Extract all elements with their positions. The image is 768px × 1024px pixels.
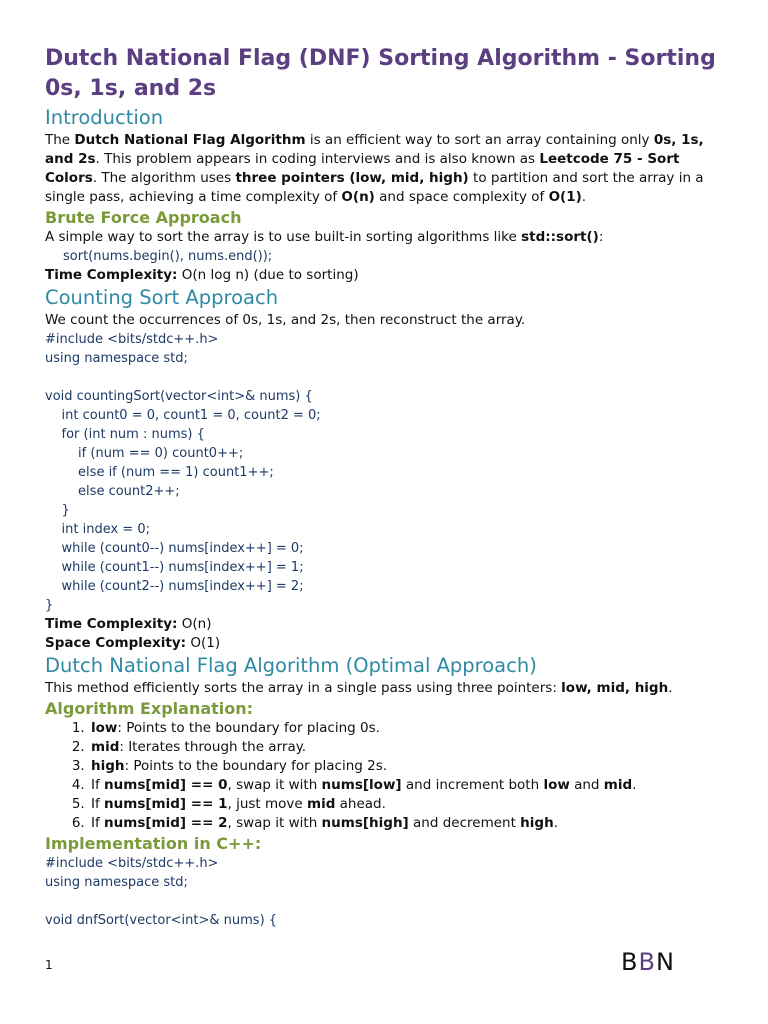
logo-letter: B xyxy=(621,948,639,976)
code-line: void countingSort(vector<int>& nums) { xyxy=(45,389,313,404)
step-term: nums[mid] == 0 xyxy=(104,777,228,793)
code-line: } xyxy=(45,503,70,518)
step-text: . xyxy=(553,815,558,831)
intro-bold-5: O(n) xyxy=(341,189,375,205)
algorithm-steps-list xyxy=(45,719,725,833)
intro-text-7: . xyxy=(581,189,587,205)
step-text: If xyxy=(91,777,105,793)
code-line xyxy=(45,368,725,387)
counting-sort-code xyxy=(45,330,725,615)
brute-text-1: A simple way to sort the array is to use built-in sorting algorithms like xyxy=(45,229,522,245)
code-line: int index = 0; xyxy=(45,522,150,537)
code-line: int count0 = 0, count1 = 0, count2 = 0; xyxy=(45,408,321,423)
intro-bold-3: Leetcode 75 - Sort Colors xyxy=(45,151,680,186)
brute-time-complexity xyxy=(45,266,725,285)
list-item xyxy=(89,814,725,833)
step-text: and decrement xyxy=(408,815,521,831)
intro-text-5: to partition and sort the array in a single pass, achieving a time complexity of xyxy=(45,170,704,205)
step-text: , swap it with xyxy=(227,815,322,831)
sc-value: O(1) xyxy=(186,635,221,651)
code-line xyxy=(45,892,725,911)
step-term: nums[mid] == 1 xyxy=(104,796,228,812)
intro-bold-2: 0s, 1s, and 2s xyxy=(45,132,704,167)
intro-text-2: is an efficient way to sort an array containing only xyxy=(305,132,654,148)
code-line: while (count2--) nums[index++] = 2; xyxy=(45,579,304,594)
counting-time-complexity xyxy=(45,615,725,634)
intro-bold-4: three pointers (low, mid, high) xyxy=(235,170,469,186)
counting-space-complexity xyxy=(45,634,725,653)
dnf-text-1: This method efficiently sorts the array in a single pass using three pointers: xyxy=(45,680,562,696)
dnf-bold-1: low, mid, high xyxy=(561,680,669,696)
step-text: : Iterates through the array. xyxy=(119,739,307,755)
counting-sort-description: We count the occurrences of 0s, 1s, and 2s, then reconstruct the array. xyxy=(45,312,526,328)
intro-bold-1: Dutch National Flag Algorithm xyxy=(74,132,306,148)
logo-letter: N xyxy=(655,948,675,976)
dnf-heading: Dutch National Flag Algorithm (Optimal Approach) xyxy=(45,654,537,677)
intro-text-3: . This problem appears in coding interviews and is also known as xyxy=(95,151,540,167)
step-text: , just move xyxy=(227,796,307,812)
intro-paragraph xyxy=(45,131,725,207)
step-term: nums[high] xyxy=(321,815,409,831)
step-text: If xyxy=(91,815,105,831)
brute-force-code xyxy=(45,247,725,266)
step-text: ahead. xyxy=(335,796,386,812)
step-text: : Points to the boundary for placing 0s. xyxy=(117,720,380,736)
logo-letter: B xyxy=(638,948,656,976)
brute-bold-1: std::sort() xyxy=(521,229,599,245)
code-line: #include <bits/stdc++.h> xyxy=(45,332,219,347)
algorithm-explanation-heading: Algorithm Explanation: xyxy=(45,699,254,718)
brute-force-heading: Brute Force Approach xyxy=(45,208,242,227)
dnf-text-2: . xyxy=(668,680,673,696)
sc-label: Space Complexity: xyxy=(45,635,187,651)
step-text: : Points to the boundary for placing 2s. xyxy=(124,758,388,774)
list-item xyxy=(89,757,725,776)
dnf-paragraph xyxy=(45,679,725,698)
list-item xyxy=(89,719,725,738)
code-line: else if (num == 1) count1++; xyxy=(45,465,274,480)
step-term: mid xyxy=(603,777,633,793)
code-line: using namespace std; xyxy=(45,875,188,890)
list-item xyxy=(89,795,725,814)
intro-heading: Introduction xyxy=(45,106,164,129)
step-term: nums[mid] == 2 xyxy=(104,815,228,831)
step-term: high xyxy=(91,758,125,774)
step-text: and increment both xyxy=(401,777,544,793)
page-number: 1 xyxy=(45,958,53,972)
brute-text-2: : xyxy=(598,229,604,245)
intro-bold-6: O(1) xyxy=(548,189,582,205)
code-line: if (num == 0) count0++; xyxy=(45,446,244,461)
tc-label: Time Complexity: xyxy=(45,267,178,283)
counting-sort-heading: Counting Sort Approach xyxy=(45,286,279,309)
brute-force-paragraph xyxy=(45,228,725,247)
step-text: If xyxy=(91,796,105,812)
step-term: mid xyxy=(307,796,336,812)
step-text: and xyxy=(569,777,604,793)
step-term: low xyxy=(543,777,570,793)
step-term: low xyxy=(91,720,118,736)
step-text: , swap it with xyxy=(227,777,322,793)
tc-value: O(n log n) (due to sorting) xyxy=(177,267,359,283)
dnf-code xyxy=(45,854,725,930)
implementation-heading: Implementation in C++: xyxy=(45,834,262,853)
intro-text-4: . The algorithm uses xyxy=(92,170,236,186)
code-line: while (count0--) nums[index++] = 0; xyxy=(45,541,304,556)
code-line: void dnfSort(vector<int>& nums) { xyxy=(45,913,278,928)
code-line: sort(nums.begin(), nums.end()); xyxy=(63,249,273,264)
step-term: high xyxy=(520,815,554,831)
list-item xyxy=(89,738,725,757)
tc-value: O(n) xyxy=(177,616,212,632)
code-line: } xyxy=(45,598,54,613)
brand-logo xyxy=(621,948,675,976)
list-item xyxy=(89,776,725,795)
code-line: #include <bits/stdc++.h> xyxy=(45,856,219,871)
step-text: . xyxy=(632,777,637,793)
code-line: else count2++; xyxy=(45,484,180,499)
tc-label: Time Complexity: xyxy=(45,616,178,632)
code-line: using namespace std; xyxy=(45,351,188,366)
code-line: while (count1--) nums[index++] = 1; xyxy=(45,560,304,575)
intro-text-1: The xyxy=(45,132,75,148)
step-term: nums[low] xyxy=(321,777,402,793)
intro-text-6: and space complexity of xyxy=(374,189,549,205)
document-title: Dutch National Flag (DNF) Sorting Algorithm - Sorting 0s, 1s, and 2s xyxy=(45,46,716,101)
code-line: for (int num : nums) { xyxy=(45,427,205,442)
step-term: mid xyxy=(91,739,120,755)
document-page xyxy=(45,44,725,930)
